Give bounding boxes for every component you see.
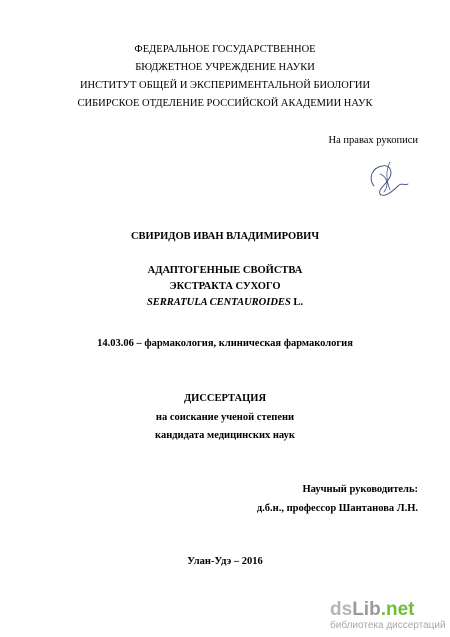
degree-line-2: кандидата медицинских наук (155, 430, 295, 441)
signature-mark (360, 156, 412, 202)
watermark-subtitle: библиотека диссертаций (330, 620, 446, 631)
supervisor-label: Научный руководитель: (302, 484, 418, 495)
watermark (330, 599, 446, 632)
degree-line-1: на соискание ученой степени (155, 412, 295, 423)
institution-line-4: СИБИРСКОЕ ОТДЕЛЕНИЕ РОССИЙСКОЙ АКАДЕМИИ НАУК (77, 98, 373, 109)
title-line-2: ЭКСТРАКТА СУХОГО (169, 281, 281, 292)
title-latin-suffix: L. (290, 297, 304, 308)
institution-line-2: БЮДЖЕТНОЕ УЧРЕЖДЕНИЕ НАУКИ (135, 62, 315, 73)
title-line-1: АДАПТОГЕННЫЕ СВОЙСТВА (147, 265, 303, 276)
watermark-logo-lib: Lib (352, 599, 381, 620)
dissertation-heading: ДИССЕРТАЦИЯ (183, 393, 267, 404)
institution-line-3: ИНСТИТУТ ОБЩЕЙ И ЭКСПЕРИМЕНТАЛЬНОЙ БИОЛОГИИ (79, 80, 371, 91)
specialty: 14.03.06 – фармакология, клиническая фармакология (97, 338, 353, 349)
title-latin-species: SERRATULA CENTAUROIDES (146, 297, 291, 308)
title-latin (0, 296, 450, 309)
institution-line-1: ФЕДЕРАЛЬНОЕ ГОСУДАРСТВЕННОЕ (134, 44, 316, 55)
supervisor-name: д.б.н., профессор Шантанова Л.Н. (256, 503, 418, 514)
watermark-logo (330, 600, 440, 620)
watermark-logo-ds: ds (330, 599, 353, 620)
watermark-logo-net: .net (380, 599, 415, 620)
author-name: СВИРИДОВ ИВАН ВЛАДИМИРОВИЧ (130, 231, 320, 242)
place-year: Улан-Удэ – 2016 (187, 556, 263, 567)
manuscript-note: На правах рукописи (328, 135, 418, 146)
